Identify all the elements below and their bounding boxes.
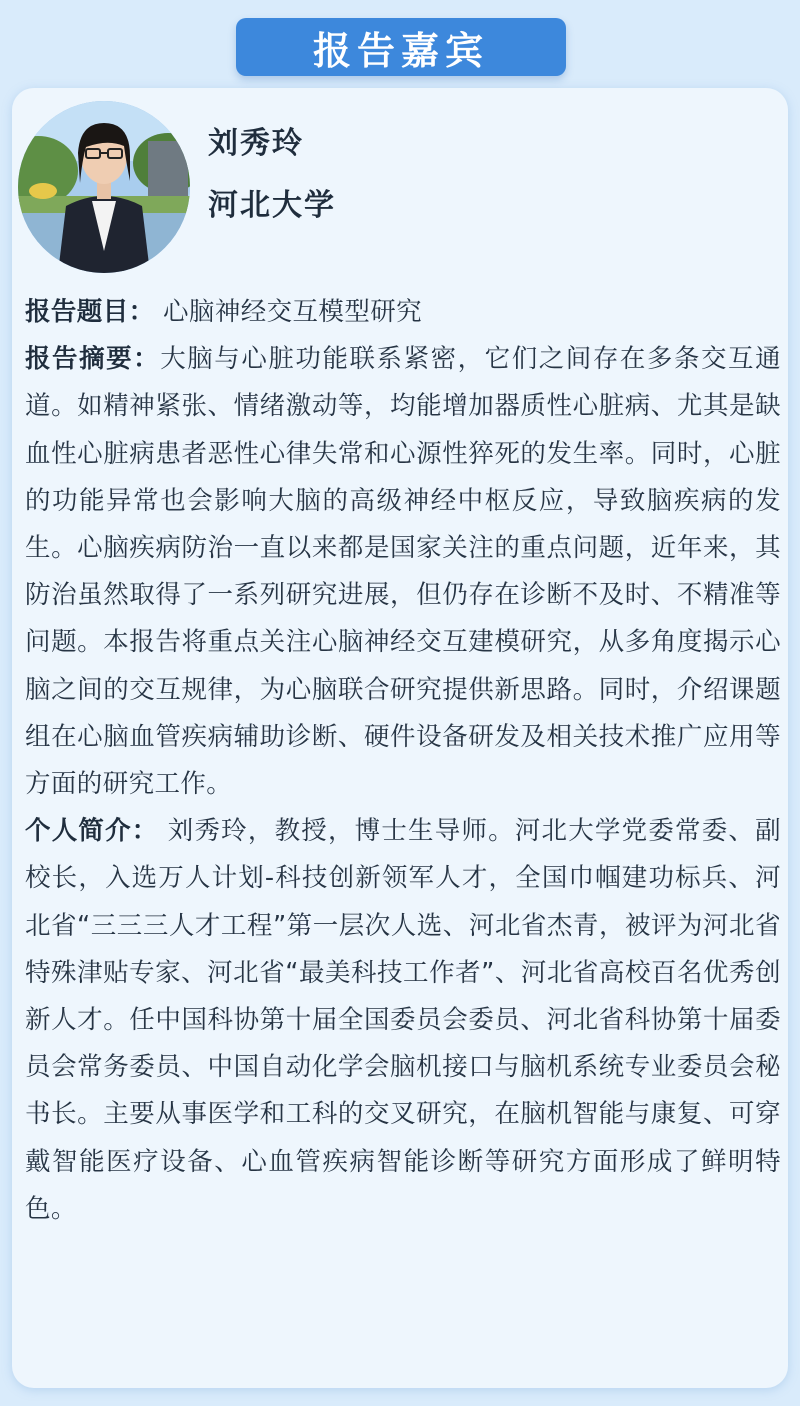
speaker-bio: [25, 808, 781, 1233]
abstract-text: 大脑与心脏功能联系紧密，它们之间存在多条交互通道。如精神紧张、情绪激动等，均能增加器质性心脏病、尤其是缺血性心脏病患者恶性心律失常和心源性猝死的发生率。同时，心脏的功能异常也会影响大脑的高级神经中枢反应，导致脑疾病的发生。心脑疾病防治一直以来都是国家关注的重点问题，近年来，其防治虽然取得了一系列研究进展，但仍存在诊断不及时、不精准等问题。本报告将重点关注心脑神经交互建模研究，从多角度揭示心脑之间的交互规律，为心脑联合研究提供新思路。同时，介绍课题组在心脑血管疾病辅助诊断、硬件设备研发及相关技术推广应用等方面的研究工作。: [25, 344, 781, 800]
topic-label: 报告题目：: [25, 297, 155, 327]
bio-label: 个人简介：: [25, 816, 159, 847]
section-title: 报告嘉宾: [312, 28, 489, 73]
topic-text: 心脑神经交互模型研究: [163, 297, 423, 327]
report-content: [25, 289, 781, 1233]
bio-text: 刘秀玲，教授，博士生导师。河北大学党委常委、副校长，入选万人计划-科技创新领军人才，全国巾帼建功标兵、河北省“三三三人才工程”第一层次人选、河北省杰青，被评为河北省特殊津贴专家、河北省“最美科技工作者”、河北省高校百名优秀创新人才。任中国科协第十届全国委员会委员、河北省科协第十届委员会常务委员、中国自动化学会脑机接口与脑机系统专业委员会秘书长。主要从事医学和工科的交叉研究，在脑机智能与康复、可穿戴智能医疗设备、心血管疾病智能诊断等研究方面形成了鲜明特色。: [25, 816, 781, 1224]
portrait-icon: [18, 101, 190, 273]
report-abstract: [25, 336, 781, 808]
speaker-name: 刘秀玲: [208, 126, 304, 161]
abstract-label: 报告摘要：: [25, 344, 161, 375]
speaker-photo: [18, 101, 190, 273]
report-topic: [25, 289, 781, 336]
title-banner: [236, 18, 566, 76]
speaker-affiliation: 河北大学: [208, 188, 336, 223]
